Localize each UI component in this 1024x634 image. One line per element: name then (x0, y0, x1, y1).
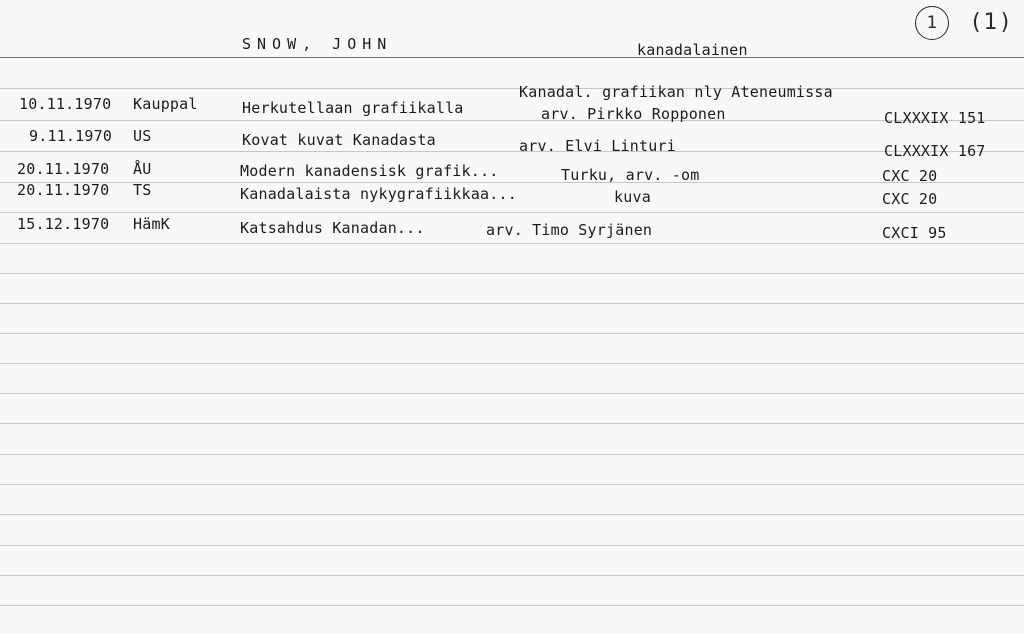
entry-title: Katsahdus Kanadan... (240, 219, 425, 237)
entry-date: 15.12.1970 (17, 215, 110, 233)
ruled-line (0, 273, 1024, 274)
entry-title: Modern kanadensisk grafik... (240, 162, 499, 180)
entry-title: Kanadalaista nykygrafiikkaa... (240, 185, 517, 203)
ruled-line (0, 212, 1024, 213)
ruled-line (0, 605, 1024, 606)
entry-date: 20.11.1970 (17, 160, 110, 178)
entry-title: Herkutellaan grafiikalla (242, 99, 464, 117)
entry-note-above: Kanadal. grafiikan nly Ateneumissa (519, 83, 833, 101)
entry-note: Turku, arv. -om (561, 166, 700, 184)
ruled-line (0, 514, 1024, 515)
entry-title: Kovat kuvat Kanadasta (242, 131, 436, 149)
entry-date: 10.11.1970 (19, 95, 112, 113)
entry-ref: CXCI 95 (882, 224, 947, 242)
entry-note: kuva (614, 188, 651, 206)
ruled-line (0, 333, 1024, 334)
ruled-line (0, 393, 1024, 394)
ruled-line (0, 88, 1024, 89)
entry-source: ÅU (133, 160, 152, 178)
entry-ref: CLXXXIX 167 (884, 142, 986, 160)
ruled-line (0, 243, 1024, 244)
entry-ref: CLXXXIX 151 (884, 109, 986, 127)
ruled-line (0, 303, 1024, 304)
ruled-line (0, 484, 1024, 485)
circled-card-number: 1 (915, 6, 949, 40)
entry-ref: CXC 20 (882, 167, 938, 185)
ruled-line (0, 545, 1024, 546)
entry-source: Kauppal (133, 95, 198, 113)
entry-note: arv. Elvi Linturi (519, 137, 676, 155)
entry-date: 20.11.1970 (17, 181, 110, 199)
paren-card-number: (1) (972, 10, 1013, 35)
entry-source: HämK (133, 215, 170, 233)
ruled-line (0, 363, 1024, 364)
ruled-line (0, 151, 1024, 152)
header-rule (0, 57, 1024, 58)
entry-date: 9.11.1970 (29, 127, 113, 145)
ruled-line (0, 182, 1024, 183)
entry-source: US (133, 127, 152, 145)
ruled-line (0, 454, 1024, 455)
artist-name: SNOW, JOHN (242, 35, 393, 53)
entry-source: TS (133, 181, 152, 199)
entry-note: arv. Timo Syrjänen (486, 221, 653, 239)
entry-note: arv. Pirkko Ropponen (541, 105, 726, 123)
ruled-line (0, 575, 1024, 576)
nationality: kanadalainen (637, 41, 748, 59)
ruled-line (0, 120, 1024, 121)
entry-ref: CXC 20 (882, 190, 938, 208)
ruled-line (0, 423, 1024, 424)
